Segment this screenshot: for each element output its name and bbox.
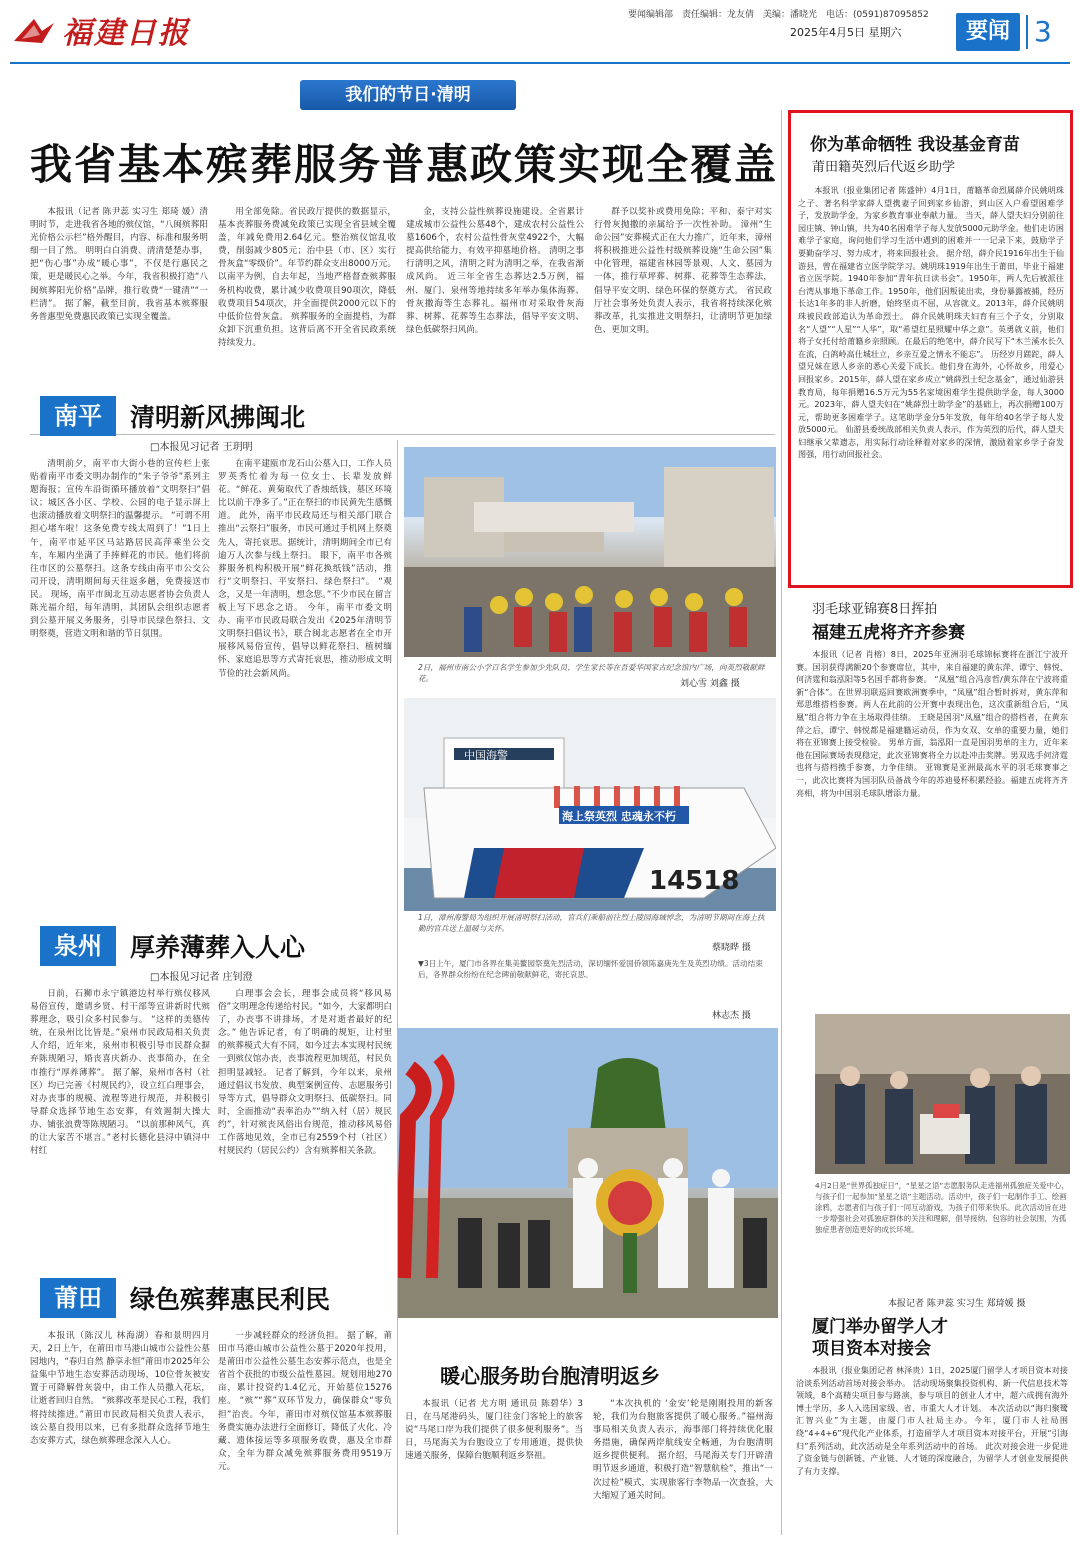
putian-col-1-text: 本报讯（陈汉儿 林海湖）春和景明四月天，2日上午，在莆田市马港山城市公益性公墓园地内，“春归自然 静享永恒”莆田市2025年公益集中节地生态安葬活动现场，10位骨灰被安置于可降解骨灰袋中，由工作人员撒入花坛，让逝者回归自然。 “殡葬改革是民心工程，我们将持续推进。”莆田市民政局相关负责人表示，该公墓自投用以来，已有多批群众选择节地生态安葬方式，绿色殡葬理念深入人心。 <box>30 1331 210 1446</box>
quanzhou-col-2 <box>218 988 392 1256</box>
nanping-col-1 <box>30 458 210 890</box>
column-rule-right <box>781 110 782 1535</box>
logo-text: 福建日报 <box>62 16 190 51</box>
putian-col-2-text: 一步减轻群众的经济负担。 据了解，莆田市马港山城市公益性公墓于2020年投用，是莆田市公益性公墓生态安葬示范点，也是全省首个获批的市级公益性墓园。规划用地270亩，累计投资约1.4亿元，开始墓位15276座。 “殡”“葬”双环节发力，确保群众“零负担”治丧。今年，莆田市对殡仪馆基本殡葬服务费实施办法进行全面修订，降低了火化、冷藏、遗体接运等多项服务收费，惠及全市群众，全年为群众减免殡葬服务费用9519万元。 <box>218 1331 392 1472</box>
issue-date: 2025年4月5日 星期六 <box>790 26 902 39</box>
lead-col-4 <box>594 206 772 428</box>
putian-city-tag: 莆田 <box>40 1278 116 1318</box>
nanping-col-2-text: 在南平建瓯市龙石山公墓入口，工作人员罗英秀忙着为每一位女士、长辈发放鲜花。“鲜花、黄菊取代了香烛纸钱，墓区环境比以前干净多了。”正在祭扫的市民黄先生感慨道。 此外，南平市民政局还与相关部门联合推出“云祭扫”服务，市民可通过手机网上祭奠先人，寄托哀思。据统计，清明期间全市已有逾万人次参与线上祭扫。 眼下，南平市各殡葬服务机构积极开展“鲜花换纸钱”活动，推行“文明祭扫、平安祭扫、绿色祭扫”。 “观念，又是一年清明，想念您。”不少市民在留言板上写下思念之语。 今年，南平市委文明办、南平市民政局联合发出《2025年清明节文明祭扫倡议书》，联合闽北志愿者在全市开展移风易俗宣传，倡导以鲜花祭扫、植树缅怀、家庭追思等方式寄托哀思，推动形成文明节俭的社会新风尚。 <box>218 459 392 679</box>
header-rule <box>10 62 1070 64</box>
section-name: 要闻 <box>956 13 1020 51</box>
quanzhou-city-tag: 泉州 <box>40 926 116 966</box>
right-2-title: 福建五虎将齐齐参赛 <box>812 623 965 643</box>
photo-1-credit: 刘心雪 刘鑫 摄 <box>680 679 740 689</box>
photo-memorial-square <box>404 447 776 657</box>
right-3-title: 厦门举办留学人才 项目资本对接会 <box>812 1317 948 1359</box>
photo-autism-day <box>815 1014 1070 1174</box>
quanzhou-title: 厚养薄葬入人心 <box>130 933 306 962</box>
quanzhou-col-1 <box>30 988 210 1256</box>
right-3-body-text: 本报讯（报业集团记者 林泽贵）1日，2025厦门留学人才项目资本对接洽谈系列活动首场对接会举办。 活动现场聚集投资机构、新一代信息技术等领域，8个高精尖项目参与路演，参与项目的创业人才中，超六成拥有海外博士学历，多人入选国家级、省、市重大人才计划。 本次活动以“海归聚鹭 汇智兴业”为主题，由厦门市人社局主办。今年，厦门市人社局围绕“4+4+6”现代化产业体系，打造留学人才项目资本对接平台，开展“引海归”系列活动，此次活动是全年系列活动中的首场。 此次对接会进一步促进了资金链与创新链、产业链、人才链的深度融合，为留学人才创业发展提供了有力支撑。 <box>796 1365 1068 1476</box>
photo-2-credit: 蔡晓晔 摄 <box>712 943 751 953</box>
warm-service-col-2-text: “本次执机的 ‘金安’轮是刚刚投用的新客轮，我们为台胞旅客提供了暖心服务。”福州海事局相关负责人表示，海事部门将持续优化服务措施，确保两岸航线安全畅通，为台胞清明返乡提供便利。 据介绍，马尾海关专门开辟清明节返乡通道，积极打造“智慧航检”，推出“一次过检”模式，实现旅客行李物品一次查验，大大缩短了通关时间。 <box>593 1399 773 1501</box>
warm-service-col-1-text: 本报讯（记者 尤方明 通讯员 陈碧华）3日，在马尾港码头，厦门往金门客轮上的旅客说“马尾口岸为我们提供了很多便利服务”。当日，马尾海关为台胞设立了专用通道，提供快速通关服务，保障台胞顺利返乡祭祖。 <box>405 1399 583 1462</box>
masthead <box>0 0 1080 66</box>
putian-col-1 <box>30 1330 210 1535</box>
warm-service-col-2 <box>593 1398 773 1534</box>
lead-col-3-text: 金，支持公益性殡葬设施建设。全省累计建成城市公益性公墓48个，建成农村公益性公墓1606个，农村公益性骨灰堂4922个，大幅提高供给能力，有效平抑墓地价格。 清明之事行清明之风，清明之时为清明之举，在我省渐成风尚。 近三年全省生态葬达2.5万例，福州、厦门、泉州等地持续多年举办集体海葬、骨灰撒海等生态葬礼。福州市对采取骨灰海葬、树葬、花葬等生态葬法，倡导平安文明、绿色低碳祭扫风尚。 <box>406 207 584 335</box>
right-2-body <box>796 648 1068 1004</box>
photo-4-caption: 4月2日是“世界孤独症日”，“星星之语”志愿服务队走进福州孤独症关爱中心，与孩子们一起参加“星星之语”主题活动。活动中，孩子们一起制作手工、绘画涂鸦，志愿者们与孩子们一同互动游戏，为孩子们带来快乐。此次活动旨在进一步增强社会对孤独症群体的关注和理解，倡导接纳、包容的社会氛围，为孤独症患者创造更好的成长环境。 <box>815 1181 1069 1234</box>
putian-title: 绿色殡葬惠民利民 <box>130 1285 331 1314</box>
quanzhou-col-1-text: 日前，石狮市永宁镇港边村举行殡仪移风易俗宣传，邀请乡贤、村干部等宣讲新时代殡葬理念，吸引众多村民参与。 “这样的美德传统，在泉州比比皆是。”泉州市民政局相关负责人介绍，近年来，泉州市积极引导市民群众摒弃陈规陋习，婚丧喜庆新办、丧事简办，在全市推行“厚养薄葬”。 据了解，泉州市各村（社区）均已完善《村规民约》，设立红白理事会，对办丧事的规模、流程等进行规范，并积极引导群众选择节地生态安葬，有效遏制大操大办、铺张浪费等陈规陋习。 “以前那种风气，真的让大家苦不堪言。”老村长德化县浔中镇浔中村红 <box>30 989 210 1157</box>
right-2-kicker: 羽毛球亚锦赛8日挥拍 <box>812 602 938 617</box>
quanzhou-col-2-text: 白理事会会长，理事会成员将“移风易俗”文明理念传递给村民。“如今，大家都明白了，办丧事不讲排场，才是对逝者最好的纪念。” 他告诉记者，有了明确的规矩，让村里的殡葬模式大有不同，如今过去本实现村民统一到殡仪馆办丧，丧事流程更加规范，村民负担明显减轻。 记者了解到，今年以来，泉州通过倡议书发放、典型案例宣传、志愿服务引导等方式，倡导群众文明祭扫、低碳祭扫。同时，全面推动“表率治办”“纳入村（居）规民约”，针对殡丧风俗出台规范，推动移风易俗工作落地见效，全市已有2559个村（社区）村规民约（居民公约）含有殡葬相关条款。 <box>218 989 392 1157</box>
memorial-banner: 海上祭英烈 忠魂永不朽 <box>562 810 676 823</box>
nanping-byline: □本报见习记者 王玥明 <box>150 442 253 453</box>
photo-1-caption: 2日，福州市南公小学百名学生参加少先队员、学生家长等在吾爱华国家古纪念馆内广场，向英烈敬献鲜花。 <box>418 663 765 683</box>
logo-flame-icon <box>12 15 56 45</box>
putian-col-2 <box>218 1330 392 1535</box>
putian-head <box>40 1278 330 1318</box>
section-badge <box>956 12 1068 52</box>
nanping-col-2 <box>218 458 392 890</box>
nanping-title: 清明新风拂闽北 <box>130 403 306 432</box>
right-1-title: 你为革命牺牲 我设基金育苗 <box>810 135 1020 155</box>
quanzhou-byline: □本报见习记者 庄钊澄 <box>150 972 253 983</box>
ship-label: 中国海警 <box>464 749 508 762</box>
nanping-col-1-text: 清明前夕，南平市大街小巷的宣传栏上张贴着南平市委文明办制作的“朱子爷爷”系列主题海报；宣传车沿街循环播放着“文明祭扫”倡议；城区各小区、学校、公园的电子显示屏上也滚动播放着文明祭扫的温馨提示。 “可谓不用担心堵车啦！这条免费专线太周到了！”1日上午，南平市延平区马站路居民高萍乘坐公交车，车厢内坐满了手捧鲜花的市民。他们将前往市区的公墓祭扫。这条专线由南平市公交公司开设，清明期间每天往返多趟，免费接送市民。 现场，南平市闽北互动志愿者协会负责人陈光福介绍，每年清明，其团队会组织志愿者到公墓开展义务服务，引导市民绿色祭扫、文明祭奠，营造文明和谐的节日氛围。 <box>30 459 210 640</box>
nanping-city-tag: 南平 <box>40 396 116 436</box>
right-1-body <box>798 184 1064 582</box>
lead-col-1 <box>30 206 208 428</box>
column-rule <box>397 440 398 1535</box>
main-headline: 我省基本殡葬服务普惠政策实现全覆盖 <box>30 140 779 189</box>
photo-3-caption: ▼3日上午，厦门市各界在集美鳌园祭奠先烈活动，深切缅怀爱国侨领陈嘉庚先生及英烈功绩。活动结束后，各界群众纷纷在纪念碑前敬献鲜花，寄托哀思。 <box>418 959 763 979</box>
newspaper-logo <box>12 8 190 52</box>
page-number: 3 <box>1026 15 1052 49</box>
photo-4-credit: 本报记者 陈尹蕊 实习生 郑琦媛 摄 <box>888 1299 1026 1309</box>
right-1-subtitle: 莆田籍英烈后代返乡助学 <box>812 160 956 175</box>
warm-service-col-1 <box>405 1398 583 1534</box>
lead-col-2-text: 用全部免除。省民政厅提供的数据显示，基本丧葬服务费减免政策已实现全省县域全覆盖，年减免费用2.64亿元。整治殡仪馆乱收费，削弱减少805元；治中县（市、区）实行骨灰盒“零级价”。年节约群众支出8000万元。以南平为例，自去年起，当地严格督查殡葬服务机构收费，累计减少收费项目90项次，降低收费项目54项次，并全面提供2000元以下的中低价位骨灰盒。 殡葬服务的全面提档，为群众卸下沉重负担。这背后离不开全省民政系统持续发力。 <box>218 207 396 348</box>
hull-number: 14518 <box>649 866 740 896</box>
warm-service-title: 暖心服务助台胞清明返乡 <box>440 1364 660 1388</box>
lead-col-2 <box>218 206 396 428</box>
lead-col-1-text: 本报讯（记者 陈尹蕊 实习生 郑琦 媛）清明时节，走进我省各地的殡仪馆，“八闽殡葬阳光价格公示栏”格外醒目，内容、标准和服务明细一目了然。 明明白白消费、清清楚楚办事，把“伤心事”办成“暖心事”，不仅是行惠民之策，更是暖民心之举。今年，我省积极打造“八闽殡葬阳光价格”品牌，推行收费“一键清”“一栏清”。 据了解，截至目前，我省基本殡葬服务普惠型免费惠民政策已实现全覆盖。 <box>30 207 208 322</box>
lead-col-4-text: 群予以奖补或费用免除；平和、泰宁对实行骨灰抛撒的亲属给予一次性补助。 漳州“生命公园”安葬模式正在大力推广，近年来，漳州将积极推进公益性村级殡葬设施“生命公园”集中化管理，福建省林园等景观、人文、墓园为一体，推行草坪葬、树葬、花葬等生态葬法，倡导平安文明、绿色环保的祭奠方式。 省民政厅社会事务处负责人表示，我省将持续深化殡葬改革，扎实推进文明祭扫，让清明节更加绿色、更加文明。 <box>594 207 772 335</box>
nanping-head <box>40 396 305 436</box>
right-2-body-text: 本报讯（记者 肖榕）8日，2025年亚洲羽毛球锦标赛将在浙江宁波开赛。国羽获得满额20个参赛席位，其中，来自福建的黄东萍、谭宁、韩悦、何济霆和翁泓阳等5名国手都将参赛。 “凤凰”组合冯彦哲/黄东萍在宁波将重新“合体”。在世界羽联巡回赛欧洲赛季中，“凤凰”组合暂时拆对，黄东萍和郑思维搭档参赛。两人在此前的公开赛中表现出色，这次重新组合后，“凤凰”组合将力争在主场取得佳绩。 王晓是国羽“凤凰”组合的搭档者，在黄东萍之后，谭宁、韩悦都是福建籍运动员，作为女双、女单的重要力量，她们将在亚锦赛上接受检验。 男单方面，翁泓阳一直是国羽男单的主力，近年来他在国际赛场表现稳定，此次亚锦赛将全力以赴冲击奖牌。男双选手何济霆也将与搭档携手参赛，力争佳绩。 亚锦赛是亚洲最高水平的羽毛球赛事之一，此次比赛将为国羽队员备战今年的苏迪曼杯积累经验。福建五虎将齐齐亮相，将为中国羽毛球队增添力量。 <box>796 649 1068 798</box>
right-1-body-text: 本报讯（报业集团记者 陈盛钟）4月1日，莆籍革命烈属薛介民姚明珠之子、著名科学家薛人望携妻子回到家乡仙游，到山区入户看望困难学子，发放助学金，为家乡教育事业奉献力量。 当天，薛人望夫妇分别前往园庄镇、钟山镇，共为40名困难学子每人发放5000元助学金。他们走访困难学子家庭，询问他们学习生活中遇到的困难并一一记录下来，鼓励学子要勤奋学习、努力成才，将来回报社会。 据介绍，薛介民1916年出生于仙游县，曾在福建省立医学院学习。姚明珠1919年出生于莆田，毕业于福建省立医学院。1940年参加“青年抗日读书会”。1950年，两人先后被派往台湾从事地下革命工作。1950年，他们因叛徒出卖，身份暴露被捕，经历长达1年多的非人折磨，始终坚贞不屈，从容就义。2013年，薛介民姚明珠被民政部追认为革命烈士。 薛介民姚明珠夫妇育有三个子女，分别取名“人望”“人星”“人华”，取“希望红星照耀中华之意”。英勇就义前，他们将子女托付给莆籍乡亲照顾。在最后的绝笔中，薛介民写下“木兰溪水长久在流，白鸽岭高仕城壮立，乡亲互爱之情永不能忘”。 历经岁月蹉跎，薛人望兄妹在恩人乡亲的悉心关爱下成长。他们身在海外，心怀故乡，用爱心回报家乡。2015年，薛人望在家乡成立“姚薛烈士纪念基金”，通过仙游县教育局，每年捐赠16.5万元为55名家境困难学生提供助学金，每人3000元。2023年，薛人望夫妇在“姚薛烈士助学金”的基础上，再次捐赠100万元，帮助更多困难学子。这笔助学金分5年发放，每年给40名学子每人发放5000元。 仙游县委统战部相关负责人表示，作为英烈的后代，薛人望夫妇继承父辈遗志，用实际行动诠释着对家乡的深情，激励着家乡学子奋发图强，用行动回报社会。 <box>798 185 1064 460</box>
photo-2-caption: 1日，漳州海警局为组织开展清明祭扫活动，官兵们乘船前往烈士陵园海域悼念，为清明节期间在海上执勤的官兵送上温暖与关怀。 <box>418 913 765 933</box>
photo-3-credit: 林志杰 摄 <box>712 1011 751 1021</box>
right-3-body <box>796 1364 1068 1536</box>
photo-wreath-ceremony <box>398 1028 778 1318</box>
editor-line: 要闻编辑部 责任编辑：龙友倩 美编：潘晓光 电话：(0591)87095852 <box>628 10 929 20</box>
photo-coast-guard-ship <box>404 698 776 911</box>
quanzhou-head <box>40 926 305 966</box>
topic-banner: 我们的节日·清明 <box>300 80 516 110</box>
lead-col-3 <box>406 206 584 428</box>
